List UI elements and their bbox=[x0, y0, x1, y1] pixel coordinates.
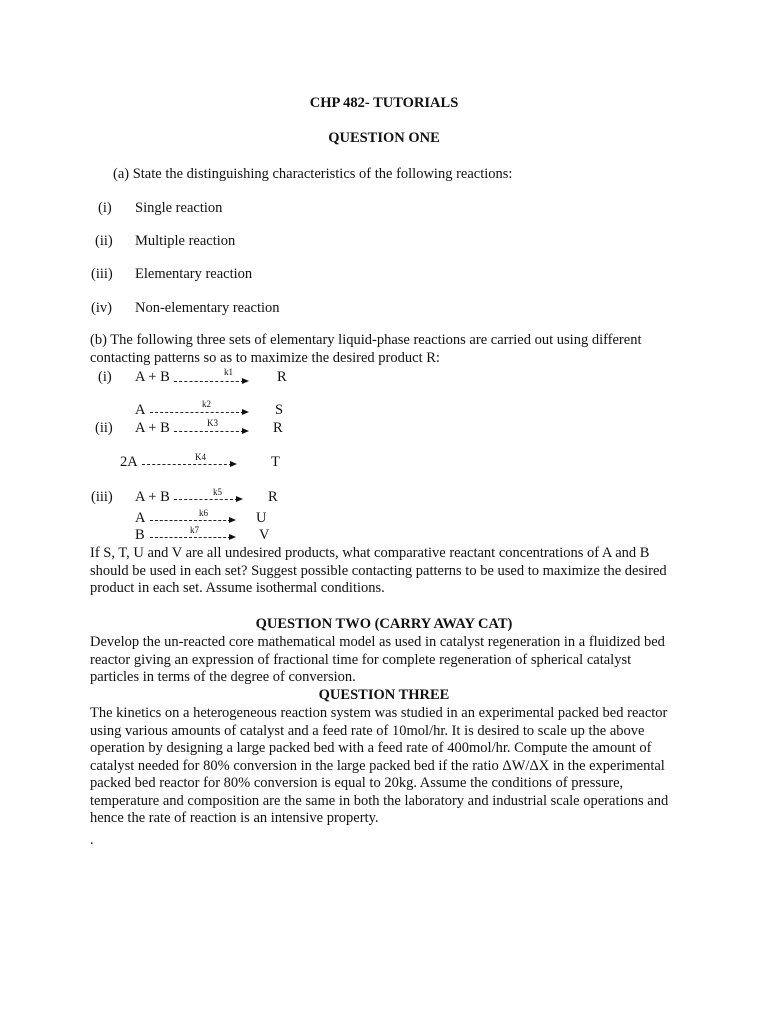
reactants: A + B bbox=[135, 489, 170, 505]
reactants: B bbox=[135, 527, 145, 543]
product: R bbox=[277, 369, 287, 385]
reaction-arrow bbox=[150, 412, 244, 413]
reaction-arrow bbox=[174, 381, 244, 382]
reaction-arrow bbox=[150, 520, 231, 521]
question-two-heading: QUESTION TWO (CARRY AWAY CAT) bbox=[255, 616, 513, 632]
reaction-arrow bbox=[174, 499, 238, 500]
product: R bbox=[273, 420, 283, 436]
reaction-arrow bbox=[142, 464, 232, 465]
item-text: Single reaction bbox=[135, 200, 223, 216]
set-number: (iii) bbox=[91, 489, 113, 505]
reactants: A + B bbox=[135, 369, 170, 385]
item-text: Elementary reaction bbox=[135, 266, 253, 282]
item-text: Multiple reaction bbox=[135, 233, 236, 249]
question-one-heading: QUESTION ONE bbox=[328, 130, 440, 146]
rate-constant: k5 bbox=[213, 487, 222, 497]
rate-constant: k7 bbox=[190, 525, 199, 535]
reaction-arrow bbox=[150, 537, 231, 538]
rate-constant: k6 bbox=[199, 508, 208, 518]
item-number: (iv) bbox=[91, 300, 112, 316]
rate-constant: k2 bbox=[202, 399, 211, 409]
item-number: (ii) bbox=[95, 233, 113, 249]
reaction-arrow bbox=[174, 431, 244, 432]
question-one-closing: If S, T, U and V are all undesired products, what comparative reactant concentrations of A and B should be used in each set? Suggest possible contacting patterns to be used to maximize the desired product in each set. Assume isothermal conditions. bbox=[90, 545, 667, 596]
rate-constant: K4 bbox=[195, 452, 206, 462]
rate-constant: K3 bbox=[207, 418, 218, 428]
set-number: (i) bbox=[98, 369, 112, 385]
document-title: CHP 482- TUTORIALS bbox=[309, 95, 459, 111]
set-number: (ii) bbox=[95, 420, 113, 436]
part-b-intro: (b) The following three sets of elementary liquid-phase reactions are carried out using different contacting patterns so as to maximize the desired product R: bbox=[90, 332, 642, 366]
reactants: A bbox=[135, 402, 146, 418]
trailing-mark: . bbox=[90, 832, 94, 848]
item-number: (i) bbox=[98, 200, 112, 216]
question-three-text: The kinetics on a heterogeneous reaction system was studied in an experimental packed bed reactor using various amounts of catalyst and a feed rate of 10mol/hr. It is desired to scale up the above operation by designing a large packed bed with a feed rate of 400mol/hr. Compute the amount of catalyst needed for 80% conversion in the large packed bed if the ratio ΔW/ΔX in the experimental packed bed reactor for 80% conversion is equal to 20kg. Assume the conditions of pressure, temperature and composition are the same in both the laboratory and industrial scale operations and hence the rate of reaction is an intensive property. bbox=[90, 705, 669, 826]
product: T bbox=[271, 454, 280, 470]
product: V bbox=[259, 527, 270, 543]
product: R bbox=[268, 489, 278, 505]
part-a-intro: (a) State the distinguishing characteristics of the following reactions: bbox=[113, 166, 513, 182]
product: U bbox=[256, 510, 267, 526]
item-number: (iii) bbox=[91, 266, 113, 282]
product: S bbox=[275, 402, 284, 418]
reactants: 2A bbox=[120, 454, 138, 470]
item-text: Non-elementary reaction bbox=[135, 300, 280, 316]
question-two-text: Develop the un-reacted core mathematical model as used in catalyst regeneration in a fluidized bed reactor giving an expression of fractional time for complete regeneration of spherical catalyst particles in terms of the degree of conversion. bbox=[90, 634, 665, 685]
reactants: A bbox=[135, 510, 146, 526]
reactants: A + B bbox=[135, 420, 170, 436]
question-three-heading: QUESTION THREE bbox=[318, 687, 450, 703]
rate-constant: k1 bbox=[224, 367, 233, 377]
